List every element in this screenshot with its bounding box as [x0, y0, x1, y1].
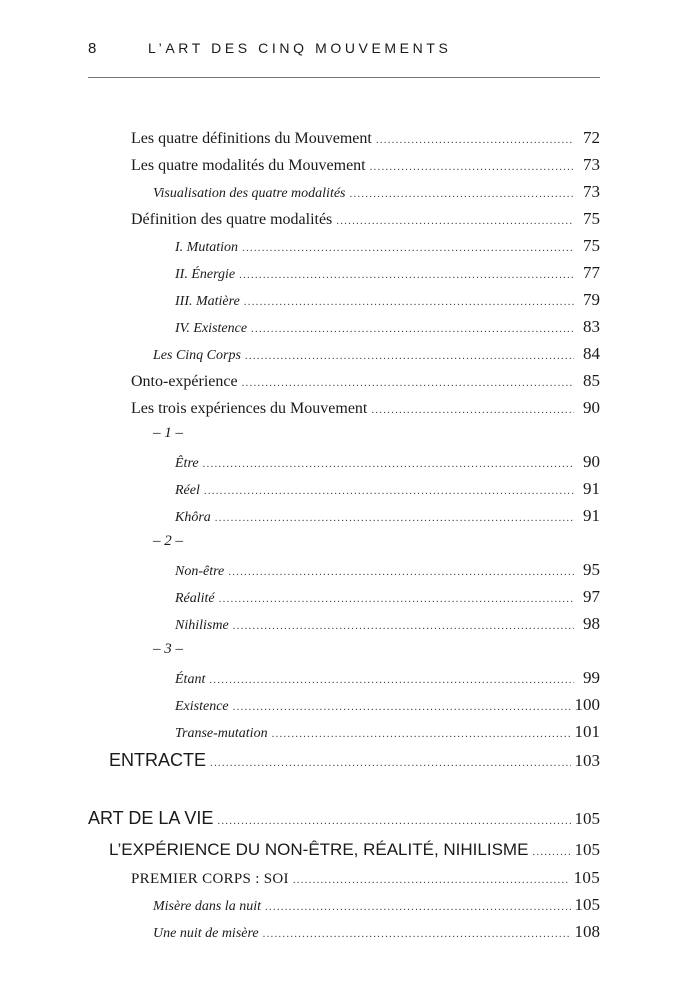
toc-entry-label: PREMIER CORPS : SOI — [131, 871, 289, 887]
toc-entry[interactable] — [153, 895, 600, 915]
dot-leader — [242, 377, 574, 389]
toc-entry-label: Les Cinq Corps — [153, 348, 241, 363]
toc-entry-label: Onto-expérience — [131, 373, 238, 390]
toc-entry-page: 83 — [583, 317, 600, 336]
dot-leader — [233, 701, 571, 713]
toc-entry-page: 75 — [583, 236, 600, 255]
toc-entry[interactable] — [131, 128, 600, 148]
toc-entry-label: L’EXPÉRIENCE DU NON-ÊTRE, RÉALITÉ, NIHILISME — [109, 840, 529, 859]
toc-entry[interactable] — [153, 922, 600, 942]
toc-entry-page: 99 — [583, 668, 600, 687]
dot-leader — [233, 620, 574, 632]
dot-leader — [371, 404, 574, 416]
toc-entry-label: Réel — [175, 483, 200, 498]
toc-entry-label: Non-être — [175, 564, 225, 579]
dot-leader — [245, 350, 574, 362]
toc-entry[interactable] — [175, 506, 600, 526]
toc-entry-label: IV. Existence — [175, 321, 248, 336]
dot-leader — [219, 593, 574, 605]
toc-entry-page: 72 — [583, 128, 600, 147]
toc-entry-page: 73 — [583, 155, 600, 174]
toc-entry[interactable] — [131, 371, 600, 391]
toc-entry[interactable] — [131, 209, 600, 229]
header-rule — [88, 77, 600, 78]
toc-entry-label: Définition des quatre modalités — [131, 211, 333, 228]
toc-subhead: – 1 – — [153, 425, 183, 441]
dot-leader — [336, 215, 574, 227]
toc-entry-page: 73 — [583, 182, 600, 201]
dot-leader — [244, 296, 574, 308]
toc-entry-label: III. Matière — [175, 294, 240, 309]
toc-entry[interactable] — [175, 668, 600, 688]
toc-entry-page: 90 — [583, 452, 600, 471]
dot-leader — [228, 566, 574, 578]
toc-entry-label: Transe-mutation — [175, 726, 268, 741]
toc-entry-page: 97 — [583, 587, 600, 606]
toc-entry[interactable] — [153, 344, 600, 364]
toc-entry-page: 100 — [574, 695, 600, 714]
toc-entry-page: 90 — [583, 398, 600, 417]
toc-entry[interactable] — [175, 263, 600, 283]
dot-leader — [217, 815, 570, 827]
dot-leader — [239, 269, 574, 281]
dot-leader — [204, 485, 574, 497]
toc-entry-page: 105 — [574, 840, 600, 859]
running-header — [88, 40, 600, 60]
toc-entry-label: Être — [175, 456, 199, 471]
toc-entry-page: 108 — [574, 922, 600, 941]
toc-entry[interactable] — [175, 317, 600, 337]
toc-entry-page: 101 — [574, 722, 600, 741]
toc-entry[interactable] — [131, 398, 600, 418]
dot-leader — [370, 161, 574, 173]
toc-entry[interactable] — [109, 840, 600, 860]
dot-leader — [215, 512, 574, 524]
toc-entry-label: Khôra — [175, 510, 211, 525]
page-number: 8 — [88, 40, 97, 57]
toc-entry[interactable] — [131, 155, 600, 175]
toc-entry-page: 98 — [583, 614, 600, 633]
dot-leader — [251, 323, 574, 335]
toc-entry-page: 105 — [573, 868, 600, 887]
toc-entry-label: Les trois expériences du Mouvement — [131, 400, 368, 417]
toc-entry[interactable] — [175, 452, 600, 472]
toc-entry[interactable] — [175, 587, 600, 607]
toc-entry-label: Misère dans la nuit — [153, 899, 261, 914]
toc-entry[interactable] — [175, 290, 600, 310]
toc-entry-label: ART DE LA VIE — [88, 808, 214, 828]
toc-entry-page: 95 — [583, 560, 600, 579]
dot-leader — [242, 242, 574, 254]
dot-leader — [376, 134, 574, 146]
toc-subhead: – 2 – — [153, 533, 183, 549]
toc-entry[interactable] — [109, 750, 600, 771]
toc-entry-page: 84 — [583, 344, 600, 363]
toc-entry-label: Réalité — [175, 591, 215, 606]
toc-entry[interactable] — [175, 614, 600, 634]
toc-entry[interactable] — [175, 695, 600, 715]
toc-entry-label: II. Énergie — [175, 267, 236, 282]
dot-leader — [263, 928, 571, 940]
toc-entry-label: Nihilisme — [175, 618, 229, 633]
toc-entry-page: 105 — [574, 895, 600, 914]
toc-entry-label: I. Mutation — [175, 240, 238, 255]
dot-leader — [210, 757, 570, 769]
dot-leader — [350, 188, 575, 200]
toc-entry-page: 79 — [583, 290, 600, 309]
toc-entry-page: 91 — [583, 479, 600, 498]
dot-leader — [293, 874, 570, 886]
toc-entry-label: Visualisation des quatre modalités — [153, 186, 346, 201]
toc-entry[interactable] — [175, 236, 600, 256]
toc-entry-page: 105 — [574, 809, 600, 828]
toc-entry-page: 91 — [583, 506, 600, 525]
toc-entry[interactable] — [175, 560, 600, 580]
dot-leader — [265, 901, 571, 913]
dot-leader — [532, 846, 570, 858]
toc-entry[interactable] — [88, 808, 600, 829]
toc-subhead: – 3 – — [153, 641, 183, 657]
dot-leader — [203, 458, 574, 470]
toc-entry[interactable] — [131, 868, 600, 888]
toc-entry-label: Existence — [175, 699, 229, 714]
toc-entry-label: Les quatre modalités du Mouvement — [131, 157, 366, 174]
dot-leader — [209, 674, 574, 686]
running-title: L’ART DES CINQ MOUVEMENTS — [148, 40, 452, 56]
dot-leader — [272, 728, 571, 740]
toc-entry-label: ENTRACTE — [109, 750, 207, 770]
toc-entry-page: 103 — [574, 751, 600, 770]
toc-entry[interactable] — [153, 182, 600, 202]
toc-entry[interactable] — [175, 722, 600, 742]
toc-entry-page: 85 — [583, 371, 600, 390]
toc-entry[interactable] — [175, 479, 600, 499]
toc-entry-label: Étant — [175, 672, 206, 687]
toc-entry-label: Une nuit de misère — [153, 926, 259, 941]
toc-entry-page: 77 — [583, 263, 600, 282]
toc-entry-page: 75 — [583, 209, 600, 228]
toc-entry-label: Les quatre définitions du Mouvement — [131, 130, 372, 147]
